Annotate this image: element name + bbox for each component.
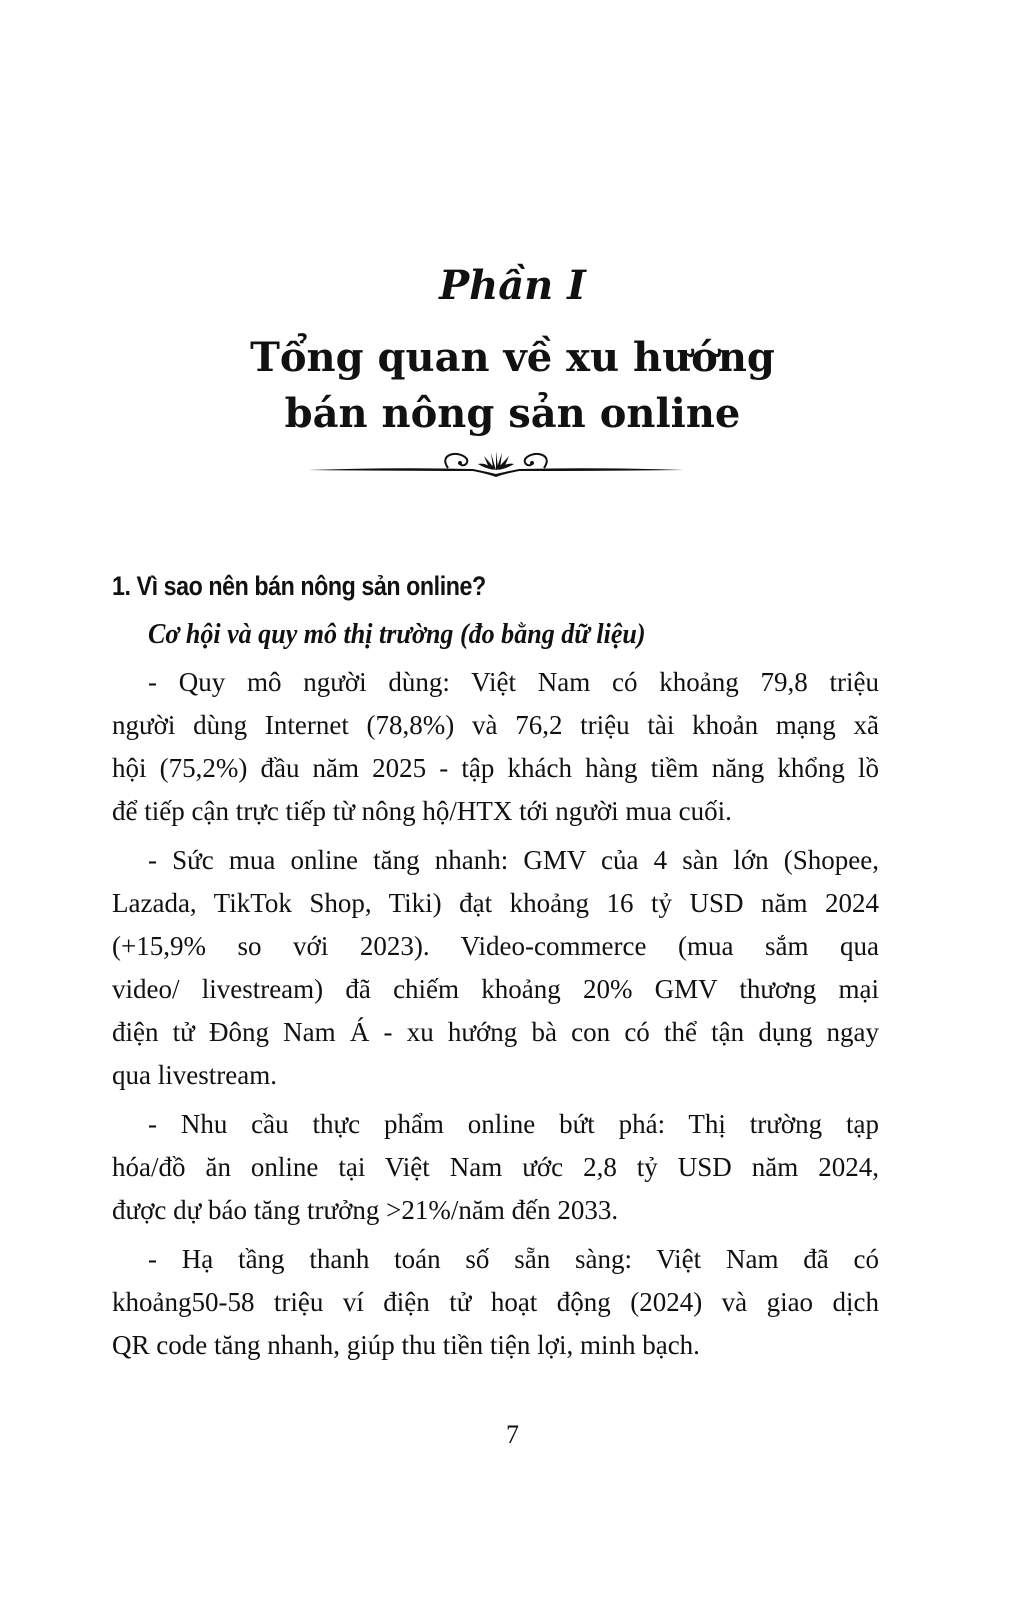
paragraph-line: hóa/đồ ăn online tại Việt Nam ước 2,8 tỷ USD năm 2024, bbox=[112, 1152, 879, 1182]
chapter-title bbox=[0, 330, 1025, 442]
paragraph-line: điện tử Đông Nam Á - xu hướng bà con có thể tận dụng ngay bbox=[112, 1017, 879, 1047]
paragraph-line: khoảng50-58 triệu ví điện tử hoạt động (2024) và giao dịch bbox=[112, 1287, 879, 1317]
paragraph-line: - Sức mua online tăng nhanh: GMV của 4 sàn lớn (Shopee, bbox=[148, 845, 879, 875]
chapter-title-line-1: Tổng quan về xu hướng bbox=[250, 334, 775, 381]
flourish-divider-icon bbox=[298, 444, 694, 488]
chapter-title-line-2: bán nông sản online bbox=[284, 390, 741, 437]
paragraph-line: hội (75,2%) đầu năm 2025 - tập khách hàng tiềm năng khổng lồ bbox=[112, 753, 879, 783]
paragraph-line: qua livestream. bbox=[112, 1060, 277, 1090]
paragraph-line: - Nhu cầu thực phẩm online bứt phá: Thị trường tạp bbox=[148, 1109, 879, 1139]
section-subheading: Cơ hội và quy mô thị trường (đo bằng dữ liệu) bbox=[148, 619, 646, 650]
paragraph-line: - Quy mô người dùng: Việt Nam có khoảng 79,8 triệu bbox=[148, 667, 879, 697]
paragraph-line: Lazada, TikTok Shop, Tiki) đạt khoảng 16 tỷ USD năm 2024 bbox=[112, 888, 879, 918]
paragraph-line: video/ livestream) đã chiếm khoảng 20% GMV thương mại bbox=[112, 974, 879, 1004]
paragraph-line: để tiếp cận trực tiếp từ nông hộ/HTX tới người mua cuối. bbox=[112, 796, 732, 826]
paragraph-line: người dùng Internet (78,8%) và 76,2 triệu tài khoản mạng xã bbox=[112, 710, 879, 740]
paragraph-line: - Hạ tầng thanh toán số sẵn sàng: Việt Nam đã có bbox=[148, 1244, 879, 1274]
part-label: Phần I bbox=[439, 262, 586, 309]
paragraph-line: (+15,9% so với 2023). Video-commerce (mua sắm qua bbox=[112, 931, 879, 961]
paragraph-line: QR code tăng nhanh, giúp thu tiền tiện lợi, minh bạch. bbox=[112, 1330, 700, 1360]
page-number: 7 bbox=[506, 1420, 519, 1449]
paragraph-line: được dự báo tăng trưởng >21%/năm đến 2033. bbox=[112, 1195, 619, 1225]
section-heading: 1. Vì sao nên bán nông sản online? bbox=[112, 571, 486, 601]
